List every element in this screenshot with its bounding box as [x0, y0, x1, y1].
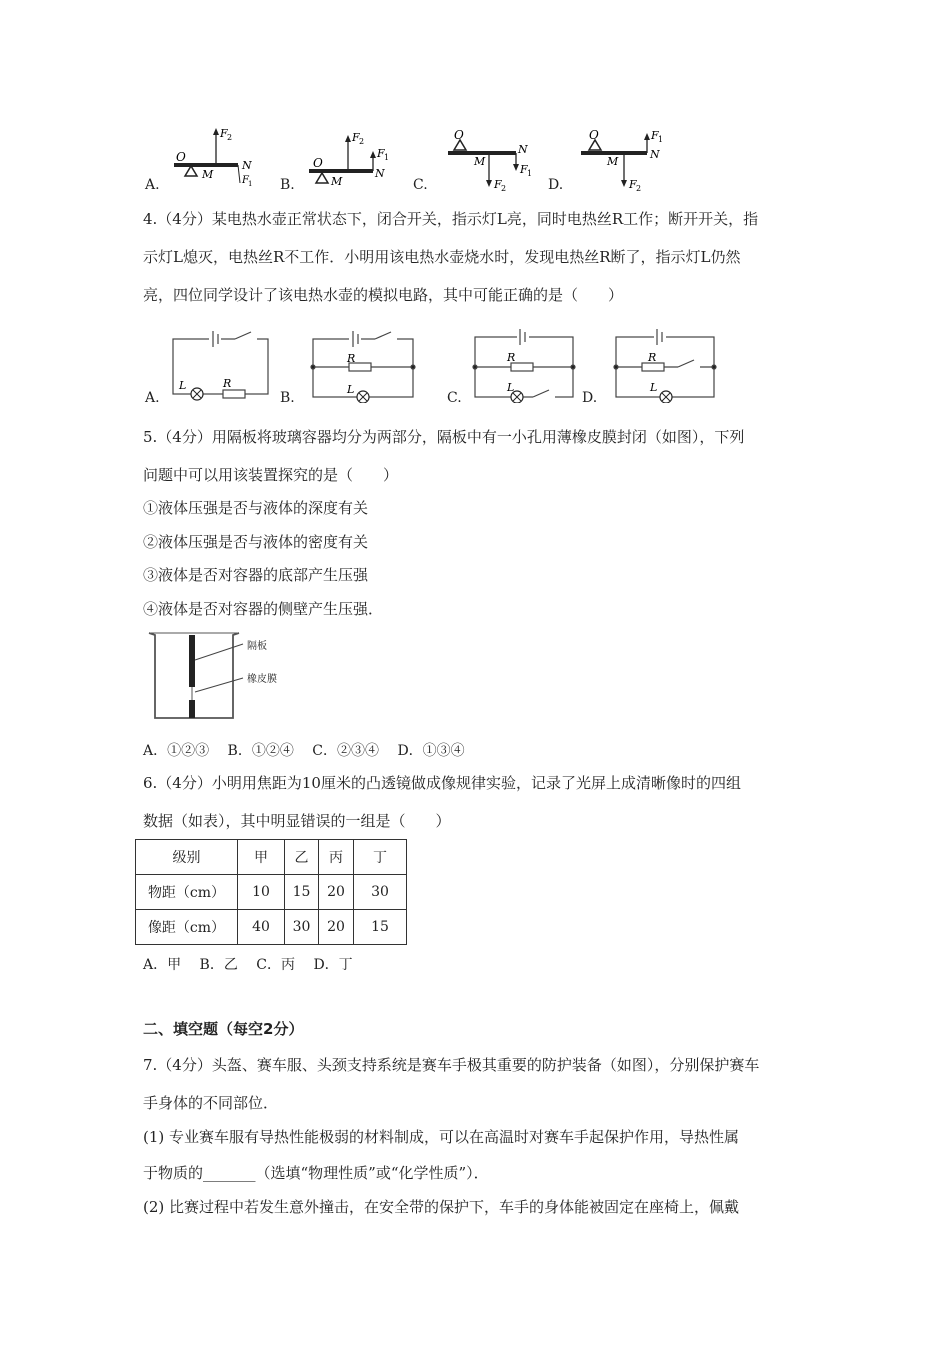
table-header-row: [136, 840, 407, 875]
svg-text:F: F: [377, 147, 385, 160]
q7-line-1: 7.（4分）头盔、赛车服、头颈支持系统是赛车手极其重要的防护装备（如图），分别保护赛车: [143, 1056, 760, 1074]
q6-data-table: [135, 839, 407, 945]
svg-text:N: N: [375, 167, 385, 180]
header-cell: 丙: [319, 840, 354, 875]
q5-item-3: ③液体是否对容器的底部产生压强: [143, 566, 369, 584]
svg-text:M: M: [202, 168, 214, 181]
circuit-c: [473, 329, 575, 403]
q5-item-4: ④液体是否对容器的侧壁产生压强．: [143, 600, 384, 618]
q4-line-1: 4.（4分）某电热水壶正常状态下，闭合开关，指示灯L亮，同时电热丝R工作；断开开关，指: [143, 210, 759, 228]
q4-circuit-figures: [165, 323, 725, 403]
svg-text:1: 1: [527, 169, 533, 178]
svg-text:N: N: [650, 148, 660, 161]
svg-text:N: N: [242, 159, 252, 172]
table-cell: 30: [285, 910, 319, 945]
svg-text:F: F: [242, 175, 249, 186]
header-cell: 甲: [238, 840, 285, 875]
q6-line-2: 数据（如表），其中明显错误的一组是（ ）: [143, 812, 451, 830]
table-cell: 15: [354, 910, 407, 945]
q4-option-b: B.: [280, 390, 295, 406]
lever-figure-a: [174, 127, 252, 188]
q7-line-5: (2) 比赛过程中若发生意外撞击，在安全带的保护下，车手的身体能被固定在座椅上，佩戴: [143, 1198, 740, 1216]
lever-figure-d: [581, 128, 663, 193]
q3-option-d: D.: [548, 177, 564, 193]
svg-text:L: L: [507, 381, 515, 394]
q4-option-d: D.: [582, 390, 598, 406]
q6-answers: A．甲 B．乙 C．丙 D．丁: [143, 957, 353, 973]
svg-text:2: 2: [636, 184, 642, 193]
q7-line-3: (1) 专业赛车服有导热性能极弱的材料制成，可以在高温时对赛车手起保护作用，导热性属: [143, 1128, 740, 1146]
lever-figure-b: [309, 131, 389, 188]
circuit-a: [173, 331, 268, 400]
q5-line-2: 问题中可以用该装置探究的是（ ）: [143, 466, 399, 484]
q5-answers: A．①②③ B．①②④ C．②③④ D．①③④: [143, 743, 465, 759]
header-cell: 乙: [285, 840, 319, 875]
svg-text:O: O: [454, 128, 464, 142]
table-cell: 30: [354, 875, 407, 910]
svg-text:2: 2: [359, 137, 365, 146]
svg-text:F: F: [220, 127, 228, 140]
svg-text:2: 2: [227, 133, 233, 142]
q4-option-a: A.: [145, 390, 160, 406]
svg-text:F: F: [352, 131, 360, 144]
table-cell: 40: [238, 910, 285, 945]
table-cell: 物距（cm）: [136, 875, 238, 910]
table-cell: 20: [319, 910, 354, 945]
svg-text:R: R: [347, 352, 356, 365]
svg-text:R: R: [507, 351, 516, 364]
svg-text:M: M: [474, 155, 486, 168]
circuit-b: [311, 331, 415, 403]
svg-text:2: 2: [501, 184, 507, 193]
svg-text:R: R: [648, 351, 657, 364]
lever-figure-c: [448, 128, 532, 193]
svg-text:M: M: [331, 175, 343, 188]
table-row: [136, 910, 407, 945]
svg-text:N: N: [518, 143, 528, 156]
table-cell: 20: [319, 875, 354, 910]
label-partition: 隔板: [247, 641, 267, 652]
label-membrane: 橡皮膜: [247, 674, 277, 685]
svg-text:F: F: [651, 129, 659, 142]
q5-container-figure: [145, 630, 305, 725]
svg-text:O: O: [313, 156, 323, 170]
svg-text:F: F: [494, 178, 502, 191]
table-cell: 像距（cm）: [136, 910, 238, 945]
q3-option-a: A.: [145, 177, 160, 193]
q4-line-3: 亮，四位同学设计了该电热水壶的模拟电路，其中可能正确的是（ ）: [143, 286, 624, 304]
label-r: R: [223, 377, 232, 390]
q4-option-c: C.: [447, 390, 462, 406]
q6-line-1: 6.（4分）小明用焦距为10厘米的凸透镜做成像规律实验，记录了光屏上成清晰像时的四组: [143, 774, 741, 792]
section-title: 二、填空题（每空2分）: [143, 1020, 304, 1038]
svg-text:O: O: [176, 150, 186, 164]
table-row: [136, 875, 407, 910]
svg-text:F: F: [629, 178, 637, 191]
label-l: L: [179, 379, 187, 392]
svg-text:1: 1: [658, 135, 664, 144]
svg-text:L: L: [347, 383, 355, 396]
q7-line-4: 于物质的_______（选填“物理性质”或“化学性质”）．: [143, 1164, 489, 1182]
svg-text:1: 1: [248, 180, 253, 188]
table-cell: 15: [285, 875, 319, 910]
circuit-d: [614, 329, 716, 403]
svg-text:L: L: [650, 381, 658, 394]
q5-line-1: 5.（4分）用隔板将玻璃容器均分为两部分，隔板中有一小孔用薄橡皮膜封闭（如图），下列: [143, 428, 745, 446]
q4-line-2: 示灯L熄灭，电热丝R不工作．小明用该电热水壶烧水时，发现电热丝R断了，指示灯L仍然: [143, 248, 741, 266]
q5-item-1: ①液体压强是否与液体的深度有关: [143, 499, 369, 517]
header-cell: 级别: [136, 840, 238, 875]
q3-option-c: C.: [413, 177, 428, 193]
svg-text:M: M: [607, 155, 619, 168]
header-cell: 丁: [354, 840, 407, 875]
q5-item-2: ②液体压强是否与液体的密度有关: [143, 533, 369, 551]
svg-text:O: O: [589, 128, 599, 142]
q3-option-b: B.: [280, 177, 295, 193]
table-cell: 10: [238, 875, 285, 910]
svg-text:F: F: [520, 163, 528, 176]
svg-text:1: 1: [384, 153, 390, 162]
q7-line-2: 手身体的不同部位．: [143, 1094, 279, 1112]
